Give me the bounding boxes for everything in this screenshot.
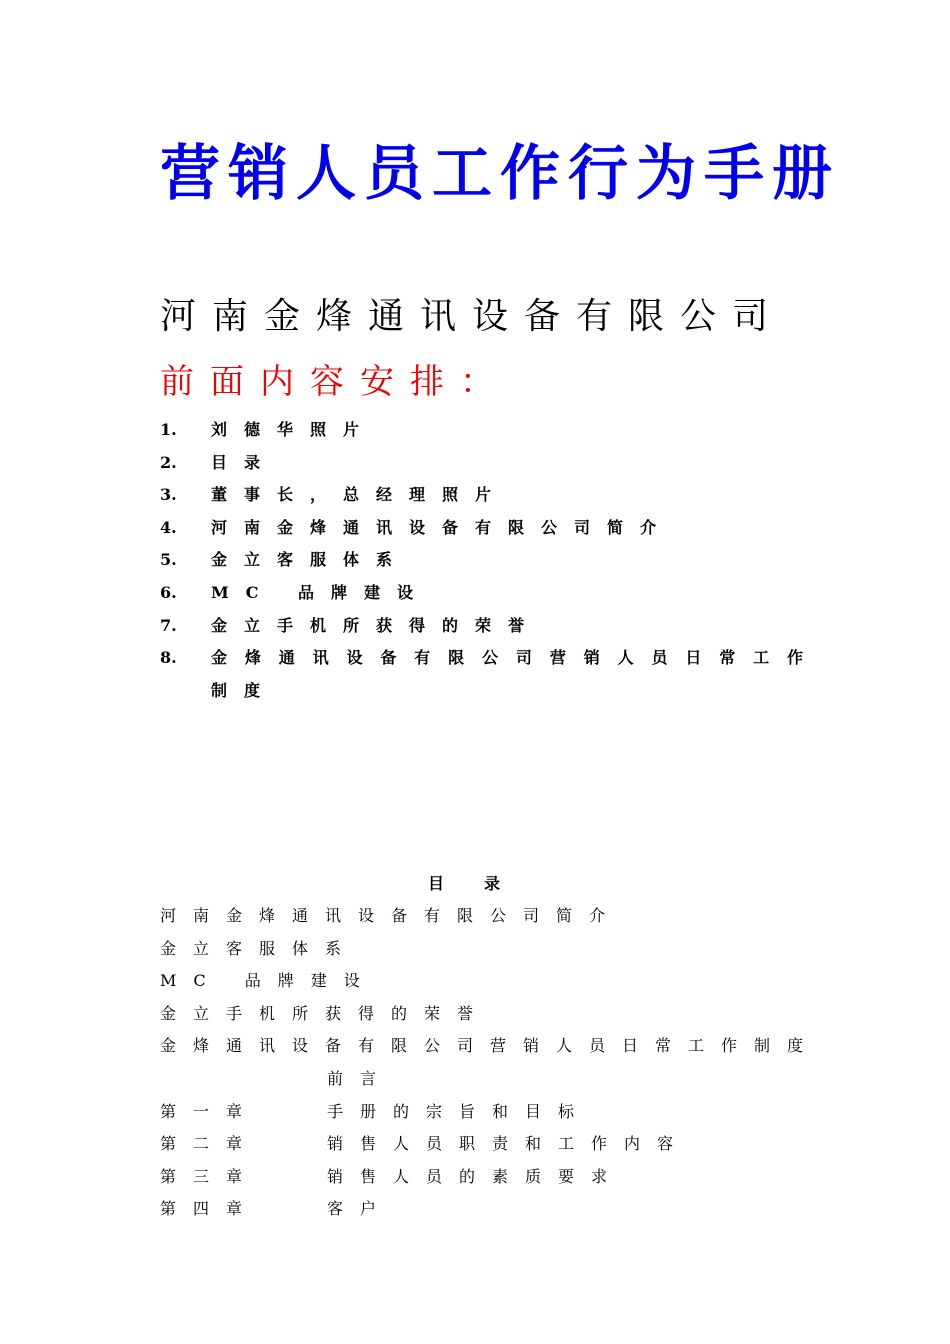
toc-entry-left: 金立手机所获得的荣誉 bbox=[160, 1003, 491, 1023]
list-item-text: 金立客服体系 bbox=[211, 550, 410, 570]
list-item-text: 刘德华照片 bbox=[211, 420, 377, 439]
list-item-text: 金烽通讯设备有限公司营销人员日常工作制度 bbox=[211, 648, 820, 700]
list-item-number: 2. bbox=[160, 452, 177, 472]
toc-entry-left: 河南金烽通讯设备有限公司简介 bbox=[160, 906, 623, 925]
toc-entry bbox=[160, 1193, 820, 1226]
toc-entry bbox=[160, 900, 820, 933]
toc-entry-left: 第一章 bbox=[160, 1101, 260, 1121]
toc-entry-left: 第二章 bbox=[160, 1134, 260, 1154]
preface-heading: 前面内容安排： bbox=[160, 362, 510, 402]
toc-entry bbox=[160, 1030, 820, 1063]
list-item bbox=[160, 512, 820, 545]
list-item-number: 8. bbox=[160, 648, 177, 668]
preface-list bbox=[160, 414, 820, 707]
list-item-text: 董事长，总经理照片 bbox=[211, 485, 509, 505]
list-item-number: 7. bbox=[160, 615, 177, 635]
list-item bbox=[160, 544, 820, 577]
toc-entry-left: 金立客服体系 bbox=[160, 938, 359, 958]
list-item bbox=[160, 610, 820, 643]
toc-entry bbox=[160, 1128, 820, 1161]
list-item-number: 3. bbox=[160, 485, 177, 505]
list-item-number: 5. bbox=[160, 550, 177, 570]
toc-entry-left: 第三章 bbox=[160, 1166, 260, 1186]
toc-entry bbox=[160, 965, 820, 998]
toc-entry bbox=[160, 998, 820, 1031]
list-item bbox=[160, 414, 820, 447]
toc-entry-right: 客户 bbox=[327, 1199, 394, 1219]
toc-entry-right: 销售人员职责和工作内容 bbox=[327, 1134, 691, 1154]
list-item bbox=[160, 642, 820, 707]
list-item-text: 目录 bbox=[211, 452, 278, 472]
toc-entry-right: 手册的宗旨和目标 bbox=[327, 1101, 592, 1121]
toc-entry-left: MC 品牌建设 bbox=[160, 971, 377, 991]
toc-title: 目录 bbox=[428, 874, 541, 893]
toc-entry bbox=[160, 1063, 820, 1096]
list-item-number: 1. bbox=[160, 420, 177, 439]
toc-entry-left: 金烽通讯设备有限公司营销人员日常工作制度 bbox=[160, 1036, 821, 1056]
table-of-contents bbox=[160, 900, 820, 1226]
list-item-text: MC 品牌建设 bbox=[211, 582, 431, 602]
list-item bbox=[160, 577, 820, 610]
list-item bbox=[160, 479, 820, 512]
list-item-number: 6. bbox=[160, 582, 177, 602]
toc-entry bbox=[160, 1096, 820, 1129]
toc-entry-right: 前言 bbox=[327, 1068, 394, 1088]
toc-entry bbox=[160, 1161, 820, 1194]
main-title: 营销人员工作行为手册 bbox=[160, 139, 840, 209]
company-name: 河南金烽通讯设备有限公司 bbox=[160, 296, 785, 337]
toc-entry-right: 销售人员的素质要求 bbox=[327, 1166, 625, 1186]
list-item-text: 河南金烽通讯设备有限公司简介 bbox=[211, 517, 674, 537]
toc-entry-left: 第四章 bbox=[160, 1199, 260, 1219]
list-item bbox=[160, 447, 820, 480]
toc-entry bbox=[160, 933, 820, 966]
list-item-number: 4. bbox=[160, 517, 177, 537]
list-item-text: 金立手机所获得的荣誉 bbox=[211, 615, 542, 635]
